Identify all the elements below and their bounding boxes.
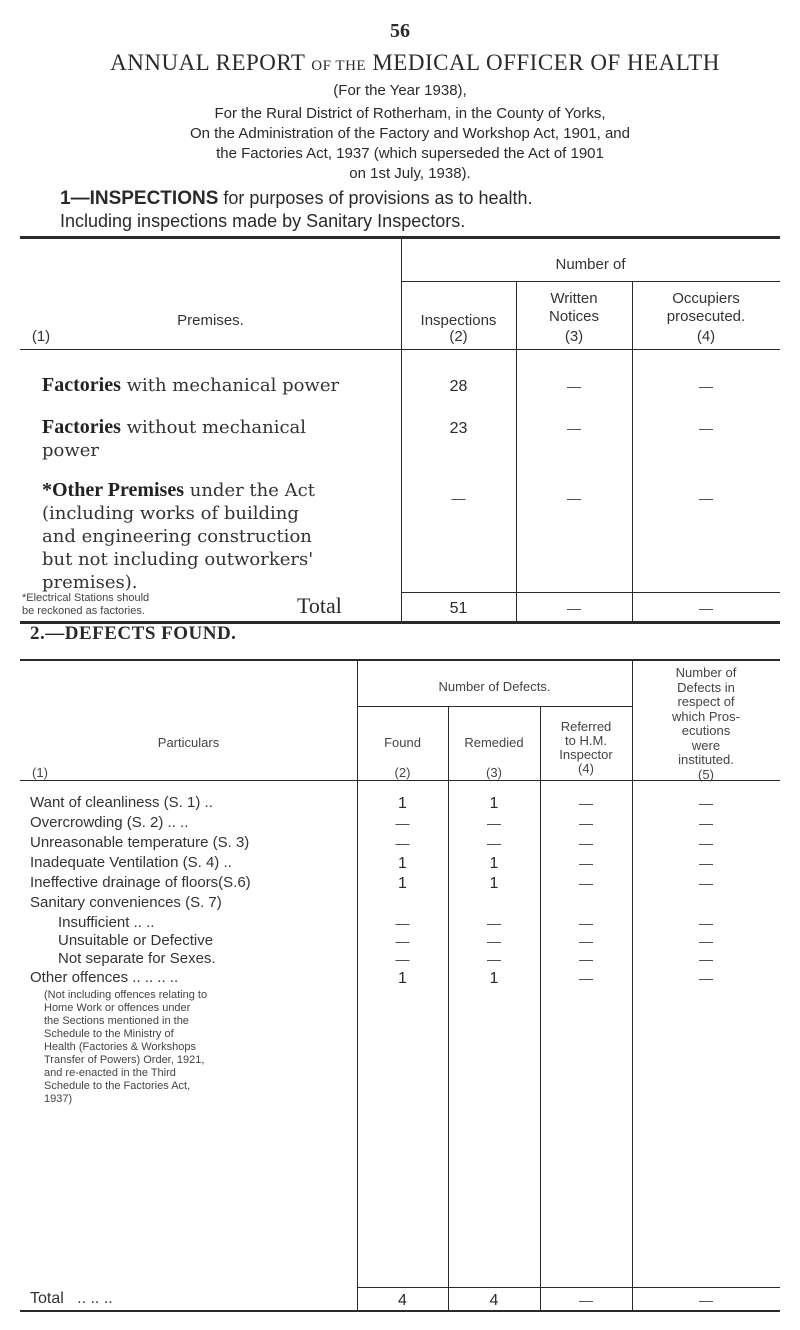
table2-cell-remedied: — <box>487 933 501 949</box>
intro-line: On the Administration of the Factory and Workshop Act, 1901, and <box>190 125 630 142</box>
table1-col1-num: (1) <box>31 328 51 345</box>
table1-total-inspections: 51 <box>449 600 468 617</box>
table1-col-notices: Written <box>550 290 598 307</box>
table2-cell-referred: — <box>579 951 593 967</box>
table2-cell-found: 1 <box>398 855 407 872</box>
table2-cell-referred: — <box>579 835 593 851</box>
table1-prosecuted: — <box>699 378 713 394</box>
table2-cell-prosecutions: — <box>699 970 713 986</box>
table1-premises-header: Premises. <box>177 312 244 329</box>
table2-top-rule <box>20 659 780 661</box>
table2-other-note: (Not including offences relating to Home Work or offences under the Sections mentioned in the Schedule to the Ministry of Health (Factories & Workshops Transfer of Powers) Order, 1921, and re-enacted in the Third Schedule to the Factories Act, 1937) <box>44 989 208 1105</box>
page-number: 56 <box>390 20 410 42</box>
table2-cell-remedied: — <box>487 835 501 851</box>
table2-cell-referred: — <box>579 815 593 831</box>
table2-cell-prosecutions: — <box>699 795 713 811</box>
table1-total-rule <box>401 592 780 593</box>
table1-total-notices: — <box>567 600 581 616</box>
table2-cell-found: — <box>395 815 410 831</box>
table1-prosecuted: — <box>699 420 713 436</box>
table1-notices: — <box>567 490 581 506</box>
table2-group-header: Number of Defects. <box>438 679 551 694</box>
table1-inspections: 28 <box>449 378 468 395</box>
table2-particulars-header: Particulars <box>157 735 220 750</box>
table2-col-num: (2) <box>394 765 411 780</box>
table2-total-rule <box>357 1287 780 1288</box>
table1-header-rule <box>20 349 780 350</box>
table1-col-num: (2) <box>449 328 468 345</box>
table1-col-num: (3) <box>564 328 584 345</box>
section1-title: 1—INSPECTIONS <box>60 188 219 209</box>
table1-row-label: Factories without mechanical power <box>42 416 307 461</box>
table1-notices: — <box>567 378 581 394</box>
table1-total-prosecuted: — <box>699 600 713 616</box>
table2-cell-referred: — <box>579 970 593 986</box>
table1-col-notices-2: Notices <box>548 308 600 325</box>
table2-cell-remedied: 1 <box>489 855 499 872</box>
table2-cell-found: 1 <box>398 970 407 987</box>
table2-total-referred: — <box>579 1292 593 1308</box>
table2-cell-found: — <box>395 915 410 931</box>
table2-cell-remedied: 1 <box>489 875 499 892</box>
table2-cell-prosecutions: — <box>699 815 713 831</box>
table2-cell-remedied: — <box>487 815 501 831</box>
table1-footnote: *Electrical Stations should be reckoned as factories. <box>22 592 150 617</box>
table1-col-inspections: Inspections <box>420 312 497 329</box>
table2-cell-referred: — <box>579 855 593 871</box>
table2-row-label: Unsuitable or Defective <box>58 932 214 949</box>
table2-row-label: Other offences .. .. .. .. <box>30 969 179 986</box>
table2-cell-prosecutions: — <box>699 875 713 891</box>
table1-notices: — <box>567 420 581 436</box>
table2-cell-prosecutions: — <box>699 835 713 851</box>
table1-col-num: (4) <box>696 328 716 345</box>
table1-col-prosecuted: Occupiers <box>672 290 740 307</box>
section2-heading: 2.—DEFECTS FOUND. <box>30 623 237 644</box>
table2-cell-found: — <box>395 951 410 967</box>
table2-col-found: Found <box>384 735 421 750</box>
table1-col-prosecuted-2: prosecuted. <box>666 308 746 325</box>
table1-inspections: — <box>451 490 466 506</box>
table1-prosecuted: — <box>699 490 713 506</box>
title-part1: ANNUAL REPORT <box>110 50 306 75</box>
intro-text <box>60 104 760 184</box>
table1-group-header: Number of <box>555 256 626 273</box>
table2-cell-found: — <box>395 933 410 949</box>
table1-row-label: Factories with mechanical power <box>42 374 340 396</box>
report-title <box>50 50 780 76</box>
table2-group-rule <box>357 706 632 707</box>
table2-cell-referred: — <box>579 795 593 811</box>
table2-cell-prosecutions: — <box>699 951 713 967</box>
table2-sanitary-heading: Sanitary conveniences (S. 7) <box>30 894 222 911</box>
table2-col-num: (3) <box>486 765 502 780</box>
table2-col-prosecutions: Number of Defects in respect of which Pros- ecutions were instituted. (5) <box>672 665 740 782</box>
title-of-the: OF THE <box>311 58 367 74</box>
title-part2: MEDICAL OFFICER OF HEALTH <box>372 50 720 75</box>
table2-total-found: 4 <box>398 1292 407 1309</box>
intro-line: the Factories Act, 1937 (which superseded the Act of 1901 <box>216 145 604 162</box>
table2-cell-found: 1 <box>398 795 407 812</box>
table2-bottom-rule <box>20 1310 780 1312</box>
table2-row-label: Unreasonable temperature (S. 3) <box>30 834 250 851</box>
table2-row-label: Ineffective drainage of floors(S.6) <box>30 874 251 891</box>
table2-cell-remedied: — <box>487 951 501 967</box>
intro-line: on 1st July, 1938). <box>349 165 471 182</box>
table2-cell-prosecutions: — <box>699 933 713 949</box>
table2-cell-referred: — <box>579 915 593 931</box>
table2-cell-referred: — <box>579 933 593 949</box>
table2-total-remedied: 4 <box>489 1292 499 1309</box>
table2-row-label: Overcrowding (S. 2) .. .. <box>30 814 189 831</box>
table2-row-label: Not separate for Sexes. <box>58 950 216 967</box>
table2-cell-remedied: 1 <box>489 795 499 812</box>
table1-total-label: Total <box>297 593 342 618</box>
table2-cell-remedied: — <box>487 915 501 931</box>
table2-cell-remedied: 1 <box>489 970 499 987</box>
table2-row-label: Inadequate Ventilation (S. 4) .. <box>30 854 232 871</box>
table2-cell-prosecutions: — <box>699 915 713 931</box>
table2-row-label: Want of cleanliness (S. 1) .. <box>30 794 213 811</box>
table2-cell-found: — <box>395 835 410 851</box>
table2-total-prosecutions: — <box>699 1292 713 1308</box>
table2-col-referred: Referred to H.M. Inspector (4) <box>559 719 613 776</box>
table2-col-remedied: Remedied <box>464 735 524 750</box>
report-subtitle: (For the Year 1938), <box>333 82 467 99</box>
table2-total-label: Total .. .. .. <box>30 1290 113 1307</box>
table1-row-label: *Other Premises under the Act (including works of building and engineering construction but not including outworkers' premises). <box>42 479 315 593</box>
table1-group-rule <box>401 281 780 282</box>
section1-subline: Including inspections made by Sanitary Inspectors. <box>60 211 466 231</box>
table2-cell-prosecutions: — <box>699 855 713 871</box>
table1-inspections: 23 <box>449 420 468 437</box>
table2-col1-num: (1) <box>32 765 48 780</box>
table2-row-label: Insufficient .. .. <box>58 914 155 931</box>
table2-cell-referred: — <box>579 875 593 891</box>
table1-top-rule <box>20 236 780 239</box>
section1-heading <box>60 187 760 233</box>
section1-title-rest: for purposes of provisions as to health. <box>223 188 533 208</box>
intro-line: For the Rural District of Rotherham, in the County of Yorks, <box>214 105 606 122</box>
table2-cell-found: 1 <box>398 875 407 892</box>
